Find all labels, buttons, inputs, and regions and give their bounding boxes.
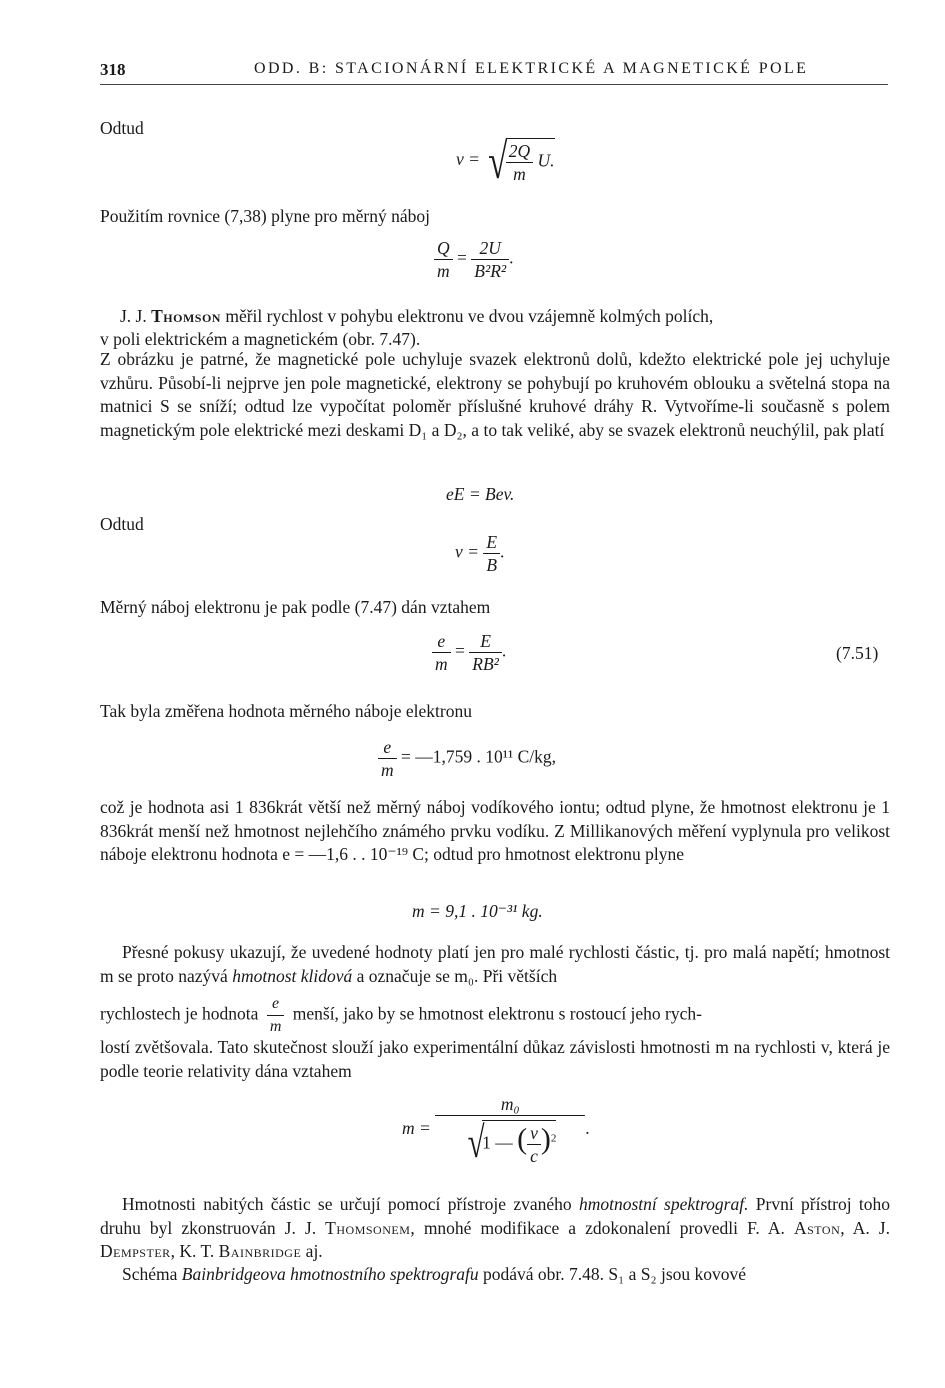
equation-electron-specific-charge [378,737,556,780]
eq8-radicand [482,1120,556,1166]
p8-d: , A. J. [840,1217,890,1238]
p7-d: menší, jako by se hmotnost elektronu s rostoucí jeho rych- [292,1003,702,1024]
equation-electron-mass: m = 9,1 . 10⁻³¹ kg. [412,901,543,921]
name-bainbridge: Bainbridge [218,1241,302,1261]
p8-c: , mnohé modifikace a zdokonalení provedli F. A. [410,1217,794,1238]
text-p7-line3 [100,994,702,1037]
inline-den: m [267,1015,285,1037]
eq2-rhs-den: B²R² [471,259,509,281]
sqrt-sign: √ [488,133,508,189]
text-p5: Tak byla změřena hodnota měrného náboje elektronu [100,701,472,721]
eq1-den: m [506,162,533,184]
text-p2-line2: v poli elektrickém a magnetickém (obr. 7.47). [100,329,421,349]
eq8-num: m₀ [500,1094,520,1114]
eq5-lhs-den: m [432,652,451,674]
term-mass-spectrograph: hmotnostní spektrograf. [578,1194,749,1214]
eq8-exponent: 2 [550,1132,557,1145]
eq2-lhs-den: m [434,259,453,281]
eq4-num: E [486,532,498,552]
equation-force-balance: eE = Bev. [446,484,515,504]
p8-b: První přístroj toho druhu byl zkonstruován J. J. [100,1194,890,1238]
eq8-tail: . [585,1118,590,1139]
equation-velocity-ratio [455,532,504,575]
eq8-c: c [527,1144,541,1166]
equation-relativistic-mass [402,1094,590,1166]
text-p2-line1 [100,306,713,327]
p8-a: Hmotnosti nabitých částic se určují pomocí přístroje zvaného [122,1194,579,1214]
eq6-den: m [378,758,397,780]
name-thomson: Thomson [151,306,221,326]
eq8-lhs: m = [402,1118,431,1139]
eq8-v: v [530,1123,538,1143]
p9-b: podává obr. 7.48. S₁ a S₂ jsou kovové [478,1264,747,1284]
eq5-rhs-den: RB² [469,652,502,674]
p7-b: a označuje se m₀. Při větších [352,965,558,986]
header-rule [100,84,888,85]
term-rest-mass: hmotnost klidová [232,965,353,986]
eq4-tail: . [500,541,505,562]
inline-fraction-e-m [267,994,285,1037]
sqrt-radicand [506,138,555,184]
running-header: ODD. B: STACIONÁRNÍ ELEKTRICKÉ A MAGNETICKÉ POLE [254,60,809,77]
eq6-rhs: = —1,759 . 10¹¹ C/kg, [401,746,557,767]
p9-a: Schéma [122,1264,182,1284]
eq5-lhs-num: e [437,631,446,651]
eq2-rhs-num: 2U [479,238,501,258]
p8-f: aj. [301,1241,323,1261]
text-odtud-1: Odtud [100,118,144,138]
eq2-lhs-num: Q [437,238,450,258]
equation-velocity-root [456,133,555,189]
text-p9 [122,1264,746,1285]
eq4-den: B [483,553,500,575]
name-thomsonem: Thomsonem [325,1217,411,1238]
equation-number: (7.51) [836,643,879,663]
eq1-num: 2Q [508,141,531,161]
name-dempster: Dempster [100,1241,171,1261]
text-p1: Použitím rovnice (7,38) plyne pro měrný náboj [100,206,430,226]
eq6-num: e [383,737,392,757]
text-p6: což je hodnota asi 1 836krát větší než měrný náboj vodíkového iontu; odtud plyne, že hmotnost elektronu je 1 836krát menší než hmotnost nejlehčího známého prvku vodíku. Z Millikanových měření vyplynula pro velikost náboje elektronu hodnota e = —1,6 . . 10⁻¹⁹ C; odtud pro hmotnost elektronu plyne [100,797,890,864]
page-number: 318 [100,60,126,79]
equation-specific-charge-1 [434,238,514,281]
text-p3: Z obrázku je patrné, že magnetické pole uchyluje svazek elektronů dolů, kdežto elektrické pole jej uchyluje vzhůru. Působí-li nejprve jen pole magnetické, elektrony se pohybují po kruhovém oblouku a světelná stopa na matnici S se sníží; odtud lze vypočítat poloměr příslušné kruhové dráhy R. Vytvoříme-li současně s polem magnetickým pole elektrické mezi deskami D₁ a D₂, a to tak veliké, aby se svazek elektronů neuchýlil, pak platí [100,349,890,440]
paren-close: ) [540,1122,551,1156]
text-p7-a [100,941,890,988]
eq8-one-minus: 1 — [482,1132,513,1153]
eq1-lhs: v = [456,149,480,170]
eq5-equals: = [455,640,465,661]
equation-7-51 [432,631,506,674]
inline-num: e [272,995,280,1012]
eq4-lhs: v = [455,541,479,562]
p7-c: rychlostech je hodnota [100,1003,259,1024]
text-odtud-2: Odtud [100,514,144,534]
name-aston: Aston [793,1217,841,1238]
eq5-rhs-num: E [480,631,491,651]
p7-a: Přesné pokusy ukazují, že uvedené hodnoty platí jen pro malé rychlosti částic, tj. pro malá napětí; hmotnost m se proto nazývá [100,942,890,986]
p2-a: J. J. [120,306,152,326]
eq8-den [435,1115,585,1166]
paren-open: ( [517,1122,528,1156]
text-p8 [100,1193,890,1264]
p2-b: měřil rychlost v pohybu elektronu ve dvou vzájemně kolmých polích, [220,306,714,326]
p8-e: , K. T. [170,1241,219,1261]
eq2-equals: = [457,247,467,268]
eq5-tail: . [501,640,507,661]
text-p7-e: lostí zvětšovala. Tato skutečnost slouží jako experimentální důkaz závislosti hmotnosti m na rychlosti v, která je podle teorie relativity dána vztahem [100,1037,890,1081]
eq1-tail: U. [537,150,555,171]
term-bainbridge-spectrograph: Bainbridgeova hmotnostního spektrografu [181,1264,479,1284]
eq8-sqrt-sign: √ [467,1118,485,1167]
eq2-tail: . [509,247,514,268]
text-p4: Měrný náboj elektronu je pak podle (7.47) dán vztahem [100,597,491,617]
